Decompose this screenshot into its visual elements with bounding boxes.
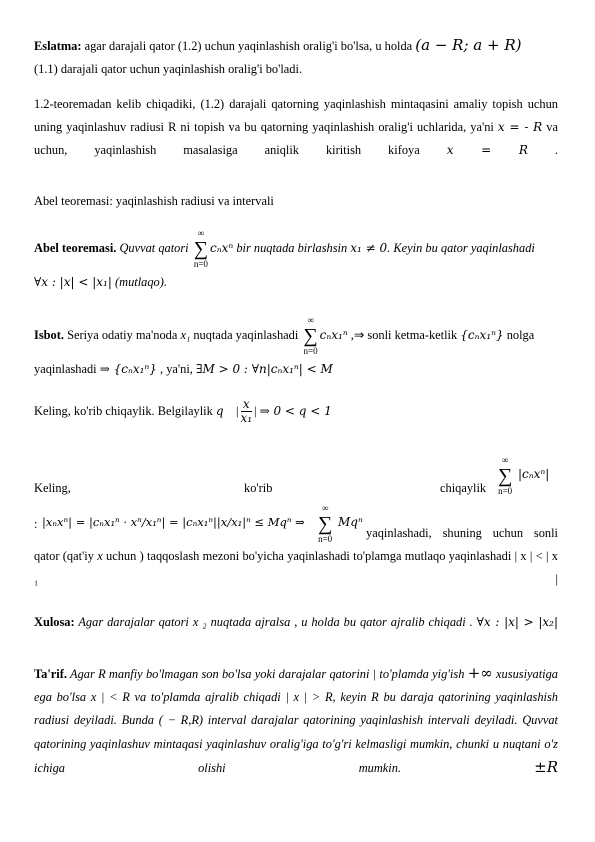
sum-abs-formula: ∞ ∑ n=0 [498, 455, 513, 496]
tarif-paragraph: Ta'rif. Agar R manfiy bo'lmagan son bo'lsa yoki darajalar qatorini | to'plamda yig'ish +∞ xususiyatiga ega bo'lsa x | < R va to'plamda ajralib chiqadi | x | > R, keyin R bu daraja qatorining yaqinlashish radiusi deyiladi. Bunda ( − R,R) interval darajalar qatorining yaqinlashish intervali deyiladi. Quvvat qatorining yaqinlashuv mintaqasi yaqinlashuv oralig'iga to'g'ri kelmasligi mumkin, chunki u nuqtani o'z ichiga olishi mumkin. ±R [34, 664, 559, 776]
sum-formula: ∞ ∑ n=0 [193, 228, 208, 269]
keling-paragraph-2-body: yaqinlashadi, shuning uchun sonli qator (qat'iy x uchun ) taqqoslash mezoni bo'yicha yaqinlashadi to'plamga mutlaqo yaqinlashadi | x | < | x ₁ | [34, 526, 558, 587]
x-over-x1-fraction: $\frac{x}{\text{x₁}}$ [240, 397, 253, 426]
abel-heading: Abel teoremasi: yaqinlashish radiusi va intervali [34, 194, 274, 208]
x-minus-r-formula: x = - R [497, 120, 543, 135]
x1-nonzero-formula: x₁ ≠ 0 [350, 240, 388, 255]
x-equals-r-formula: x = R [446, 143, 528, 158]
xulosa-label: Xulosa: [34, 615, 75, 629]
abs-x-less-formula: ∀x : |x| < |x₁| [34, 275, 112, 289]
abel-label: Abel teoremasi. [34, 240, 117, 255]
isbot-label: Isbot. [34, 327, 64, 342]
isbot-paragraph: Isbot. Seriya odatiy ma'noda x₁ nuqtada yaqinlashadi ∞ ∑ n=0cₙx₁ⁿ ,⇒ sonli ketma-ketlik {cₙx₁ⁿ} nolga yaqinlashadi ⇒ {cₙx₁ⁿ} , ya'ni, ∃M > 0 : ∀n|cₙx₁ⁿ| < M [34, 315, 535, 376]
plus-minus-r-formula: ±R [534, 757, 558, 776]
xulosa-paragraph: Xulosa: Agar darajalar qatori x ₂ nuqtada ajralsa , u holda bu qator ajralib chiqadi . ∀x : |x| > |x₂| [34, 615, 559, 629]
tarif-label: Ta'rif. [34, 667, 67, 681]
sum-x1-formula: ∞ ∑ n=0 [303, 315, 318, 356]
theorem-paragraph: 1.2-teoremadan kelib chiqadiki, (1.2) darajali qatorning yaqinlashish mintaqasini amaliy topish uchun uning yaqinlashuv radiusi R ni topish va bu qatorning yaqinlashish oralig'i uchlarida, ya'ni x = - R va uchun, yaqinlashish masalasiga aniqlik kiritish kifoya x = R . [34, 97, 558, 158]
abs-x-greater-formula: ∀x : |x| > |x₂| [476, 615, 559, 629]
keling-paragraph-1: Keling, ko'rib chiqaylik. Belgilaylik q | $\frac{x}{\text{x₁}}$ | ⇒ 0 < q < 1 [34, 397, 332, 426]
bounded-formula: ∃M > 0 : ∀n|cₙx₁ⁿ| < M [195, 362, 333, 376]
abel-theorem: Abel teoremasi. Quvvat qatori ∞ ∑ n=0cₙxⁿ bir nuqtada birlashsin x₁ ≠ 0. Keyin bu qator yaqinlashadi ∀x : |x| < |x₁| (mutlaqo). [34, 228, 535, 289]
eslatma-label: Eslatma: [34, 39, 82, 53]
keling-paragraph-2-header: Keling, ko'rib chiqaylik ∞ ∑ n=0 |cₙxⁿ| [34, 455, 550, 496]
eslatma-paragraph: Eslatma: agar darajali qator (1.2) uchun yaqinlashish oralig'i bo'lsa, u holda (a − R; a + R) (1.1) darajali qator uchun yaqinlashish oralig'i bo'ladi. [34, 36, 522, 77]
chain-inequality: : |xₙxⁿ| = |cₙx₁ⁿ · xⁿ/x₁ⁿ| = |cₙx₁ⁿ||x/x₁|ⁿ ≤ Mqⁿ ⇒ ∞ ∑ n=0 Mqⁿ [34, 503, 363, 544]
interval-formula: (a − R; a + R) [415, 36, 522, 54]
